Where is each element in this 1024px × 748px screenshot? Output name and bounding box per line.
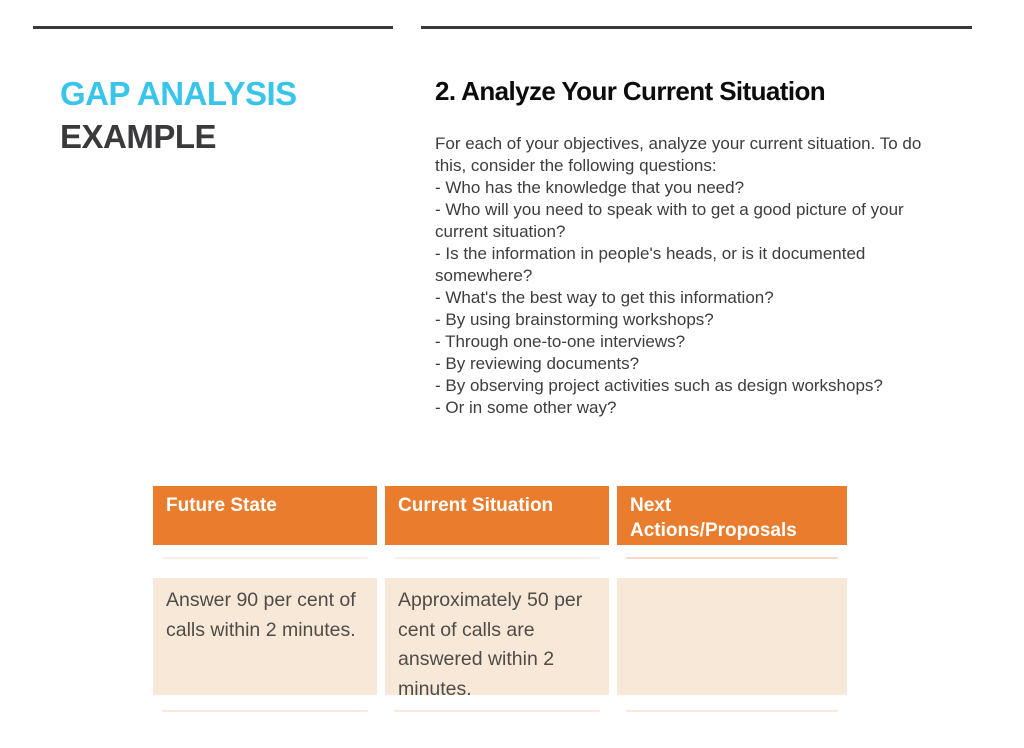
table-bottom-underlines [153, 710, 847, 712]
table-header-future-state: Future State [153, 486, 377, 545]
section-content [435, 76, 947, 419]
header-underline [162, 557, 368, 559]
slide-title-line1: GAP ANALYSIS [60, 75, 297, 112]
table-row [153, 578, 847, 700]
slide-title [60, 72, 297, 158]
row-underline [394, 710, 600, 712]
question-item: - What's the best way to get this information? [435, 288, 774, 307]
table-header-underlines [153, 557, 847, 559]
cell-current-situation: Approximately 50 per cent of calls are answered within 2 minutes. [385, 578, 609, 695]
table-header-next-actions: Next Actions/Proposals [617, 486, 847, 545]
row-underline [162, 710, 368, 712]
question-item: - Or in some other way? [435, 398, 617, 417]
section-heading: 2. Analyze Your Current Situation [435, 76, 826, 106]
header-underline-accent [626, 557, 838, 559]
question-item: - Is the information in people's heads, or is it documented somewhere? [435, 244, 866, 285]
top-rule-right [421, 26, 972, 29]
cell-next-actions [617, 578, 847, 695]
question-item: - Through one-to-one interviews? [435, 332, 686, 351]
table-header-row [153, 486, 847, 545]
header-underline [394, 557, 600, 559]
cell-future-state: Answer 90 per cent of calls within 2 minutes. [153, 578, 377, 695]
question-item: - By observing project activities such as design workshops? [435, 376, 883, 395]
gap-analysis-table [153, 486, 847, 731]
question-item: - By reviewing documents? [435, 354, 640, 373]
question-item: - Who has the knowledge that you need? [435, 178, 745, 197]
table-header-current-situation: Current Situation [385, 486, 609, 545]
row-underline [626, 710, 838, 712]
question-item: - By using brainstorming workshops? [435, 310, 714, 329]
question-item: - Who will you need to speak with to get a good picture of your current situation? [435, 200, 904, 241]
question-list [435, 177, 947, 419]
top-rule-left [33, 26, 393, 29]
slide-title-line2: EXAMPLE [60, 118, 217, 155]
section-intro: For each of your objectives, analyze your current situation. To do this, consider the following questions: [435, 134, 922, 175]
